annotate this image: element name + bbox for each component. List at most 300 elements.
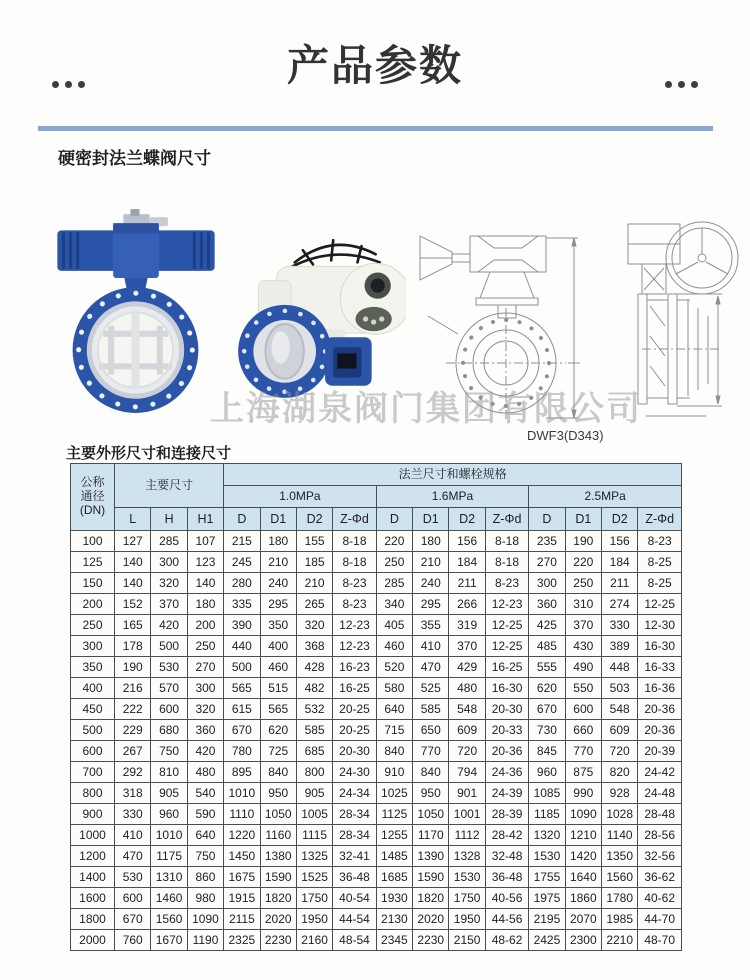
dimension-value-cell: 36-62: [638, 867, 682, 888]
dimension-value-cell: 340: [376, 594, 412, 615]
dimension-value-cell: 240: [260, 573, 296, 594]
dimension-value-cell: 565: [260, 699, 296, 720]
dimension-value-cell: 980: [187, 888, 223, 909]
dimension-value-cell: 1390: [413, 846, 449, 867]
table-row: [71, 531, 682, 552]
dimension-value-cell: 1640: [565, 867, 601, 888]
dimension-value-cell: 525: [413, 678, 449, 699]
table-row: [71, 930, 682, 951]
dimension-value-cell: 107: [187, 531, 223, 552]
dimension-value-cell: 482: [296, 678, 332, 699]
dimension-value-cell: 660: [565, 720, 601, 741]
dimension-value-cell: 44-70: [638, 909, 682, 930]
table-row: [71, 846, 682, 867]
dimension-value-cell: 24-34: [333, 783, 376, 804]
dimension-value-cell: 760: [115, 930, 151, 951]
dimension-value-cell: 28-42: [485, 825, 528, 846]
dimension-value-cell: 250: [565, 573, 601, 594]
page-title: 产品参数: [286, 42, 463, 89]
dimension-value-cell: 300: [187, 678, 223, 699]
dimension-value-cell: 515: [260, 678, 296, 699]
section-subtitle: 硬密封法兰蝶阀尺寸: [58, 149, 211, 168]
dimension-value-cell: 1090: [187, 909, 223, 930]
dimension-value-cell: 8-23: [638, 531, 682, 552]
dimension-value-cell: 320: [187, 699, 223, 720]
dimension-value-cell: 360: [529, 594, 565, 615]
dimension-table: [70, 463, 682, 951]
table-row: [71, 678, 682, 699]
dimension-value-cell: 845: [529, 741, 565, 762]
dimension-value-cell: 609: [449, 720, 485, 741]
dimension-value-cell: 215: [224, 531, 260, 552]
dimension-value-cell: 310: [565, 594, 601, 615]
dimension-value-cell: 901: [449, 783, 485, 804]
dimension-value-cell: 895: [224, 762, 260, 783]
dimension-value-cell: 1220: [224, 825, 260, 846]
dimension-value-cell: 990: [565, 783, 601, 804]
dn-value-cell: 800: [71, 783, 115, 804]
dimension-value-cell: 520: [376, 657, 412, 678]
dimension-value-cell: 292: [115, 762, 151, 783]
dimension-value-cell: 16-23: [333, 657, 376, 678]
col-header-dn: 公称 通径 (DN): [71, 464, 115, 531]
dimension-value-cell: 1950: [449, 909, 485, 930]
dimension-value-cell: 1112: [449, 825, 485, 846]
dimension-value-cell: 609: [602, 720, 638, 741]
dimension-value-cell: 565: [224, 678, 260, 699]
butterfly-valve-dimension-drawing: [406, 196, 746, 431]
col-header-l: L: [115, 508, 151, 531]
col-header-d2: D2: [449, 508, 485, 531]
dimension-value-cell: 16-36: [638, 678, 682, 699]
col-header-d: D: [376, 508, 412, 531]
dimension-value-cell: 1530: [529, 846, 565, 867]
dimension-value-cell: 40-62: [638, 888, 682, 909]
dimension-value-cell: 600: [565, 699, 601, 720]
dimension-value-cell: 1820: [260, 888, 296, 909]
dimension-value-cell: 24-36: [485, 762, 528, 783]
title-dots-left-icon: [52, 81, 85, 88]
dimension-value-cell: 1675: [224, 867, 260, 888]
dimension-value-cell: 670: [224, 720, 260, 741]
dimension-value-cell: 370: [449, 636, 485, 657]
dimension-value-cell: 28-39: [485, 804, 528, 825]
dimension-value-cell: 2425: [529, 930, 565, 951]
table-row: [71, 720, 682, 741]
dimension-value-cell: 165: [115, 615, 151, 636]
dimension-value-cell: 368: [296, 636, 332, 657]
table-row: [71, 804, 682, 825]
dimension-value-cell: 32-48: [485, 846, 528, 867]
dimension-value-cell: 1125: [376, 804, 412, 825]
dimension-value-cell: 1985: [602, 909, 638, 930]
dimension-value-cell: 615: [224, 699, 260, 720]
drawing-model-caption: DWF3(D343): [527, 428, 604, 443]
dimension-value-cell: 1010: [151, 825, 187, 846]
dimension-value-cell: 222: [115, 699, 151, 720]
dimension-value-cell: 685: [296, 741, 332, 762]
dimension-value-cell: 400: [260, 636, 296, 657]
dimension-value-cell: 780: [224, 741, 260, 762]
dimension-value-cell: 2210: [602, 930, 638, 951]
dimension-value-cell: 580: [376, 678, 412, 699]
dimension-value-cell: 12-25: [485, 615, 528, 636]
dimension-value-cell: 20-39: [638, 741, 682, 762]
dimension-value-cell: 330: [602, 615, 638, 636]
dimension-value-cell: 265: [296, 594, 332, 615]
dimension-value-cell: 770: [413, 741, 449, 762]
dimension-value-cell: 440: [224, 636, 260, 657]
dimension-value-cell: 180: [413, 531, 449, 552]
dimension-value-cell: 500: [151, 636, 187, 657]
dn-value-cell: 300: [71, 636, 115, 657]
dimension-value-cell: 16-25: [485, 657, 528, 678]
dimension-value-cell: 360: [187, 720, 223, 741]
dimension-value-cell: 180: [187, 594, 223, 615]
table-row: [71, 636, 682, 657]
dimension-value-cell: 550: [565, 678, 601, 699]
dimension-value-cell: 390: [224, 615, 260, 636]
table-row: [71, 552, 682, 573]
dimension-value-cell: 548: [449, 699, 485, 720]
dimension-value-cell: 1450: [224, 846, 260, 867]
dimension-value-cell: 266: [449, 594, 485, 615]
table-row: [71, 594, 682, 615]
col-group-main-dimensions: 主要尺寸: [115, 464, 224, 508]
dimension-value-cell: 1755: [529, 867, 565, 888]
dimension-value-cell: 840: [260, 762, 296, 783]
dimension-value-cell: 330: [115, 804, 151, 825]
dimension-value-cell: 250: [376, 552, 412, 573]
dimension-value-cell: 448: [602, 657, 638, 678]
dimension-value-cell: 2070: [565, 909, 601, 930]
dimension-value-cell: 285: [151, 531, 187, 552]
dn-value-cell: 150: [71, 573, 115, 594]
dimension-value-cell: 180: [260, 531, 296, 552]
dimension-value-cell: 1670: [151, 930, 187, 951]
dimension-value-cell: 750: [187, 846, 223, 867]
dimension-value-cell: 300: [529, 573, 565, 594]
dimension-value-cell: 470: [413, 657, 449, 678]
dimension-value-cell: 295: [413, 594, 449, 615]
dimension-value-cell: 28-48: [638, 804, 682, 825]
dimension-value-cell: 190: [565, 531, 601, 552]
dimension-value-cell: 410: [413, 636, 449, 657]
dimension-value-cell: 32-56: [638, 846, 682, 867]
dimension-value-cell: 335: [224, 594, 260, 615]
dimension-value-cell: 28-56: [638, 825, 682, 846]
dn-value-cell: 1000: [71, 825, 115, 846]
dimension-value-cell: 370: [151, 594, 187, 615]
dn-value-cell: 350: [71, 657, 115, 678]
dimension-value-cell: 585: [296, 720, 332, 741]
dimension-value-cell: 548: [602, 699, 638, 720]
table-row: [71, 741, 682, 762]
dimension-value-cell: 670: [115, 909, 151, 930]
dimension-value-cell: 285: [376, 573, 412, 594]
dimension-value-cell: 429: [449, 657, 485, 678]
dimension-value-cell: 1115: [296, 825, 332, 846]
dimension-value-cell: 1750: [449, 888, 485, 909]
dimension-value-cell: 1090: [565, 804, 601, 825]
dn-value-cell: 2000: [71, 930, 115, 951]
dimension-value-cell: 40-54: [333, 888, 376, 909]
dimension-value-cell: 2345: [376, 930, 412, 951]
dimension-value-cell: 8-23: [485, 573, 528, 594]
dimension-value-cell: 1485: [376, 846, 412, 867]
dimension-value-cell: 210: [296, 573, 332, 594]
dimension-value-cell: 36-48: [333, 867, 376, 888]
dimension-value-cell: 1420: [565, 846, 601, 867]
dimension-value-cell: 155: [296, 531, 332, 552]
dimension-value-cell: 1050: [260, 804, 296, 825]
dimension-value-cell: 184: [449, 552, 485, 573]
dimension-value-cell: 460: [260, 657, 296, 678]
dimension-value-cell: 48-70: [638, 930, 682, 951]
dimension-value-cell: 1085: [529, 783, 565, 804]
dimension-value-cell: 1140: [602, 825, 638, 846]
dimension-value-cell: 2195: [529, 909, 565, 930]
dimension-value-cell: 405: [376, 615, 412, 636]
col-header-d: D: [529, 508, 565, 531]
dimension-value-cell: 211: [602, 573, 638, 594]
dimension-value-cell: 960: [151, 804, 187, 825]
table-row: [71, 867, 682, 888]
dimension-value-cell: 320: [151, 573, 187, 594]
dimension-value-cell: 1160: [260, 825, 296, 846]
dimension-value-cell: 410: [115, 825, 151, 846]
dimension-value-cell: 28-34: [333, 804, 376, 825]
dimension-value-cell: 1185: [529, 804, 565, 825]
dimension-value-cell: 1780: [602, 888, 638, 909]
dimension-value-cell: 319: [449, 615, 485, 636]
dimension-value-cell: 270: [529, 552, 565, 573]
dimension-value-cell: 48-54: [333, 930, 376, 951]
dimension-value-cell: 24-30: [333, 762, 376, 783]
dimension-value-cell: 640: [376, 699, 412, 720]
dimension-value-cell: 480: [187, 762, 223, 783]
dimension-value-cell: 875: [565, 762, 601, 783]
dimension-value-cell: 300: [151, 552, 187, 573]
dimension-value-cell: 220: [565, 552, 601, 573]
table-row: [71, 783, 682, 804]
dimension-value-cell: 184: [602, 552, 638, 573]
dimension-value-cell: 1028: [602, 804, 638, 825]
dimension-value-cell: 12-23: [333, 615, 376, 636]
dimension-value-cell: 127: [115, 531, 151, 552]
dimension-value-cell: 123: [187, 552, 223, 573]
dimension-value-cell: 20-25: [333, 720, 376, 741]
dimension-value-cell: 1255: [376, 825, 412, 846]
dimension-value-cell: 140: [187, 573, 223, 594]
dimension-value-cell: 24-48: [638, 783, 682, 804]
dimension-value-cell: 8-23: [333, 594, 376, 615]
dimension-value-cell: 8-18: [333, 531, 376, 552]
table-row: [71, 699, 682, 720]
dimension-value-cell: 32-41: [333, 846, 376, 867]
col-group-pressure-1.6mpa: 1.6MPa: [376, 486, 529, 508]
dimension-value-cell: 44-56: [485, 909, 528, 930]
dimension-value-cell: 2130: [376, 909, 412, 930]
col-group-flange-bolt-spec: 法兰尺寸和螺栓规格: [224, 464, 682, 486]
col-header-d2: D2: [296, 508, 332, 531]
dimension-value-cell: 1930: [376, 888, 412, 909]
table-row: [71, 762, 682, 783]
dimension-value-cell: 245: [224, 552, 260, 573]
dimension-value-cell: 430: [565, 636, 601, 657]
dimension-value-cell: 1325: [296, 846, 332, 867]
dimension-value-cell: 420: [187, 741, 223, 762]
dn-value-cell: 125: [71, 552, 115, 573]
dimension-value-cell: 1175: [151, 846, 187, 867]
dimension-value-cell: 44-54: [333, 909, 376, 930]
dimension-value-cell: 2115: [224, 909, 260, 930]
dimension-value-cell: 1110: [224, 804, 260, 825]
dimension-value-cell: 770: [565, 741, 601, 762]
dimension-value-cell: 570: [151, 678, 187, 699]
dimension-value-cell: 210: [260, 552, 296, 573]
dimension-value-cell: 910: [376, 762, 412, 783]
dimension-value-cell: 1320: [529, 825, 565, 846]
dimension-value-cell: 650: [413, 720, 449, 741]
dimension-value-cell: 460: [376, 636, 412, 657]
dn-value-cell: 250: [71, 615, 115, 636]
dimension-value-cell: 503: [602, 678, 638, 699]
dimension-value-cell: 905: [151, 783, 187, 804]
dimension-value-cell: 216: [115, 678, 151, 699]
dimension-value-cell: 950: [260, 783, 296, 804]
table-row: [71, 825, 682, 846]
dimension-value-cell: 156: [449, 531, 485, 552]
col-group-pressure-2.5mpa: 2.5MPa: [529, 486, 682, 508]
dimension-value-cell: 2020: [413, 909, 449, 930]
dimension-value-cell: 810: [151, 762, 187, 783]
dimension-value-cell: 1050: [413, 804, 449, 825]
dimension-value-cell: 1001: [449, 804, 485, 825]
dimension-value-cell: 820: [602, 762, 638, 783]
dimension-value-cell: 8-23: [333, 573, 376, 594]
dimension-table-container: [70, 463, 682, 951]
dn-value-cell: 1400: [71, 867, 115, 888]
col-header-d: D: [224, 508, 260, 531]
dimension-value-cell: 1380: [260, 846, 296, 867]
dimension-value-cell: 794: [449, 762, 485, 783]
dimension-value-cell: 1025: [376, 783, 412, 804]
dimension-value-cell: 1750: [296, 888, 332, 909]
dimension-value-cell: 2020: [260, 909, 296, 930]
dimension-value-cell: 240: [413, 573, 449, 594]
dimension-value-cell: 715: [376, 720, 412, 741]
dimension-value-cell: 8-18: [333, 552, 376, 573]
col-header-h: H: [151, 508, 187, 531]
table-row: [71, 657, 682, 678]
dimension-value-cell: 140: [115, 573, 151, 594]
dimension-value-cell: 750: [151, 741, 187, 762]
dimension-value-cell: 8-18: [485, 552, 528, 573]
dimension-value-cell: 20-36: [485, 741, 528, 762]
dimension-value-cell: 12-25: [638, 594, 682, 615]
dimension-value-cell: 485: [529, 636, 565, 657]
dimension-value-cell: 840: [376, 741, 412, 762]
dimension-value-cell: 470: [115, 846, 151, 867]
dimension-value-cell: 156: [602, 531, 638, 552]
dimension-table-header: [71, 464, 682, 531]
dimension-value-cell: 355: [413, 615, 449, 636]
dimension-value-cell: 600: [115, 888, 151, 909]
col-header-d1: D1: [565, 508, 601, 531]
dimension-value-cell: 200: [187, 615, 223, 636]
col-header-d1: D1: [260, 508, 296, 531]
dimension-value-cell: 590: [187, 804, 223, 825]
dimension-value-cell: 425: [529, 615, 565, 636]
dimension-value-cell: 1685: [376, 867, 412, 888]
table-heading: 主要外形尺寸和连接尺寸: [66, 445, 232, 462]
dimension-value-cell: 270: [187, 657, 223, 678]
dimension-value-cell: 389: [602, 636, 638, 657]
dimension-value-cell: 620: [529, 678, 565, 699]
table-row: [71, 888, 682, 909]
dimension-value-cell: 840: [413, 762, 449, 783]
dimension-value-cell: 8-18: [485, 531, 528, 552]
dimension-value-cell: 152: [115, 594, 151, 615]
dimension-value-cell: 229: [115, 720, 151, 741]
dimension-value-cell: 36-48: [485, 867, 528, 888]
dimension-value-cell: 20-30: [333, 741, 376, 762]
table-row: [71, 909, 682, 930]
dimension-value-cell: 48-62: [485, 930, 528, 951]
col-header-h1: H1: [187, 508, 223, 531]
dimension-value-cell: 860: [187, 867, 223, 888]
dimension-value-cell: 585: [413, 699, 449, 720]
dimension-value-cell: 500: [224, 657, 260, 678]
electric-actuator-butterfly-valve-photo: [224, 228, 406, 410]
dimension-value-cell: 950: [413, 783, 449, 804]
dimension-value-cell: 720: [602, 741, 638, 762]
dimension-value-cell: 20-36: [638, 720, 682, 741]
dimension-value-cell: 1590: [260, 867, 296, 888]
dimension-value-cell: 905: [296, 783, 332, 804]
dimension-value-cell: 1170: [413, 825, 449, 846]
dimension-value-cell: 1950: [296, 909, 332, 930]
dn-value-cell: 700: [71, 762, 115, 783]
dimension-value-cell: 20-33: [485, 720, 528, 741]
dimension-value-cell: 20-30: [485, 699, 528, 720]
dimension-value-cell: 2160: [296, 930, 332, 951]
dimension-value-cell: 16-30: [638, 636, 682, 657]
dimension-value-cell: 8-25: [638, 573, 682, 594]
blue-divider-line: [38, 126, 713, 131]
table-row: [71, 573, 682, 594]
dimension-value-cell: 210: [413, 552, 449, 573]
dimension-value-cell: 12-23: [485, 594, 528, 615]
dimension-value-cell: 800: [296, 762, 332, 783]
dimension-value-cell: 1190: [187, 930, 223, 951]
dimension-value-cell: 490: [565, 657, 601, 678]
dimension-value-cell: 960: [529, 762, 565, 783]
dimension-value-cell: 20-25: [333, 699, 376, 720]
dimension-value-cell: 428: [296, 657, 332, 678]
dimension-value-cell: 680: [151, 720, 187, 741]
dn-value-cell: 1200: [71, 846, 115, 867]
dn-value-cell: 450: [71, 699, 115, 720]
dimension-value-cell: 530: [115, 867, 151, 888]
dimension-value-cell: 12-23: [333, 636, 376, 657]
dimension-value-cell: 16-25: [333, 678, 376, 699]
dimension-value-cell: 211: [449, 573, 485, 594]
col-header-zphid: Z-Φd: [485, 508, 528, 531]
dimension-value-cell: 1915: [224, 888, 260, 909]
dn-value-cell: 1800: [71, 909, 115, 930]
